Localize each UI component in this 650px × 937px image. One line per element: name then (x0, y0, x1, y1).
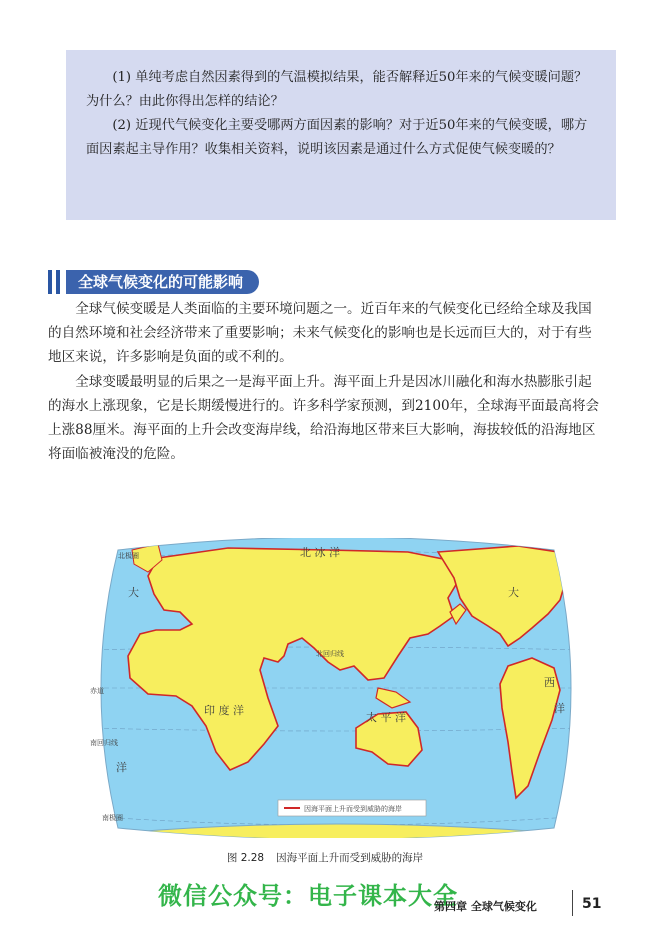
map-legend (278, 800, 426, 816)
label-atlantic-da-right: 大 (508, 586, 519, 599)
paragraph-1: 全球气候变暖是人类面临的主要环境问题之一。近百年来的气候变化已经给全球及我国的自然环境和社会经济带来了重要影响；未来气候变化的影响也是长远而巨大的，对于有些地区来说，许多影响是负面的或不利的。 (48, 301, 592, 365)
label-yang-right: 洋 (554, 702, 565, 715)
question-text (86, 66, 598, 162)
question-2: (2) 近现代气候变化主要受哪两方面因素的影响？对于近50年来的气候变暖，哪方面因素起主导作用？收集相关资料，说明该因素是通过什么方式促使气候变暖的？ (86, 118, 588, 157)
section-title: 全球气候变化的可能影响 (66, 270, 259, 294)
watermark-banner: 微信公众号：电子课本大全 (158, 882, 458, 910)
label-tropic-of-capricorn: 南回归线 (90, 739, 118, 747)
paragraph-2: 全球变暖最明显的后果之一是海平面上升。海平面上升是因冰川融化和海水热膨胀引起的海水上涨现象，它是长期缓慢进行的。许多科学家预测，到2100年，全球海平面最高将会上涨88厘米。海平面的上升会改变海岸线，给沿海地区带来巨大影响，海拔较低的沿海地区将面临被淹没的危险。 (48, 374, 600, 462)
world-map (88, 538, 584, 838)
label-xi: 西 (544, 676, 555, 689)
label-indian-ocean: 印 度 洋 (204, 704, 244, 717)
legend-text: 因海平面上升而受到威胁的海岸 (304, 805, 402, 813)
section-heading (48, 270, 259, 294)
figure-number: 图 2.28 (226, 852, 265, 864)
body-text (48, 298, 602, 469)
figure-caption (0, 850, 650, 865)
chapter-label: 第四章 全球气候变化 (434, 900, 537, 913)
label-arctic-ocean: 北 冰 洋 (300, 546, 340, 559)
label-yang-left: 洋 (116, 761, 127, 774)
label-atlantic-da-left: 大 (128, 586, 139, 599)
figure-title: 因海平面上升而受到威胁的海岸 (276, 852, 424, 864)
label-arctic-circle: 北极圈 (118, 552, 139, 560)
label-antarctic-circle: 南极圈 (102, 814, 123, 822)
page-number: 51 (582, 896, 602, 912)
label-pacific-ocean: 太 平 洋 (366, 711, 406, 724)
footer-divider (572, 890, 573, 916)
label-equator: 赤道 (90, 687, 104, 695)
label-tropic-of-cancer: 北回归线 (316, 650, 344, 658)
question-1: (1) 单纯考虑自然因素得到的气温模拟结果，能否解释近50年来的气候变暖问题？为什么？由此你得出怎样的结论？ (86, 70, 588, 109)
heading-bars (48, 270, 60, 294)
